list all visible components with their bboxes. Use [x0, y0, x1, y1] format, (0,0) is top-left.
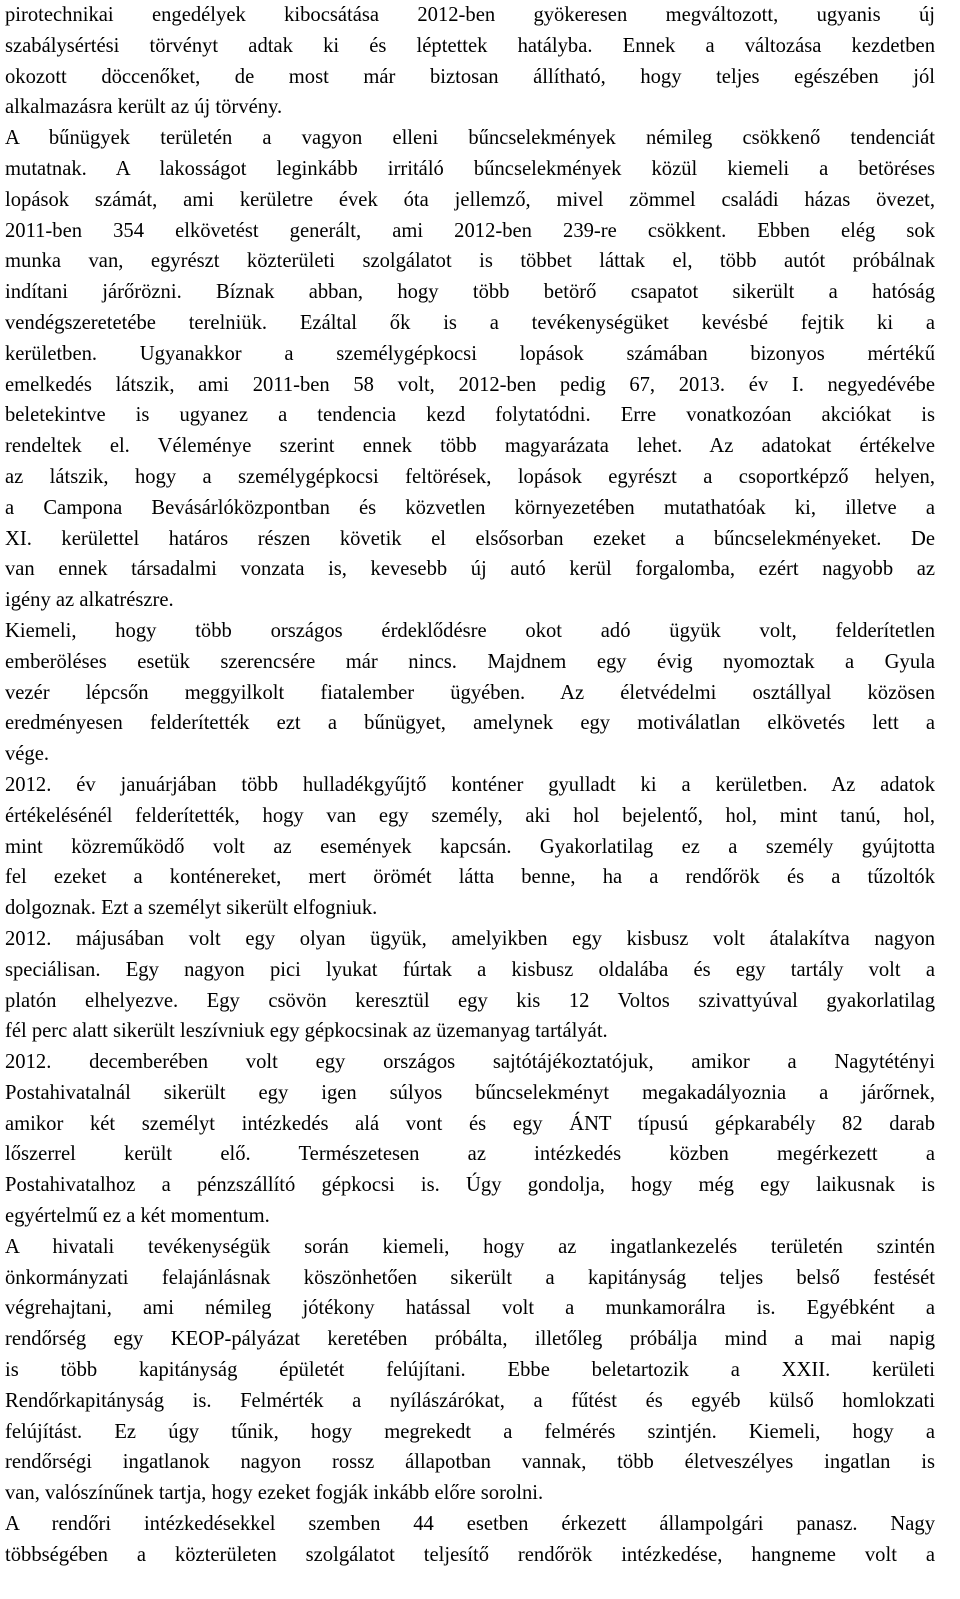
text-line: 2011-ben 354 elkövetést generált, ami 2012-ben 239-re csökkent. Ebben elég sok — [5, 219, 935, 242]
text-line: lőszerrel került elő. Természetesen az intézkedés közben megérkezett a — [5, 1143, 935, 1166]
text-line: Postahivatalnál sikerült egy igen súlyos bűncselekményt megakadályoznia a járőrnek, — [5, 1081, 935, 1104]
text-line: Postahivatalhoz a pénzszállító gépkocsi is. Úgy gondolja, hogy még egy laikusnak is — [5, 1174, 935, 1197]
text-line: A bűnügyek területén a vagyon elleni bűncselekmények némileg csökkenő tendenciát — [5, 127, 935, 150]
text-line: önkormányzati felajánlásnak köszönhetően sikerült a kapitányság teljes belső festését — [5, 1266, 935, 1289]
text-line: végrehajtani, ami némileg jótékony hatással volt a munkamorálra is. Egyébként a — [5, 1297, 935, 1320]
paragraph — [5, 1047, 935, 1232]
text-line: rendeltek el. Véleménye szerint ennek több magyarázata lehet. Az adatokat értékelve — [5, 435, 935, 458]
text-line: lopások számát, ami kerületre évek óta jellemző, mivel zömmel családi házas övezet, — [5, 188, 935, 211]
text-line: az látszik, hogy a személygépkocsi feltörések, lopások egyrészt a csoportképző helyen, — [5, 465, 935, 488]
paragraph — [5, 616, 935, 770]
text-line: mutatnak. A lakosságot leginkább irritáló bűncselekmények közül kiemeli a betöréses — [5, 157, 935, 180]
text-line: A hivatali tevékenységük során kiemeli, hogy az ingatlankezelés területén szintén — [5, 1235, 935, 1258]
paragraph — [5, 1509, 935, 1571]
text-line: 2012. májusában volt egy olyan ügyük, amelyikben egy kisbusz volt átalakítva nagyon — [5, 927, 935, 950]
text-line: értékelésénél felderítették, hogy van egy személy, aki hol bejelentő, hol, mint tanú, hol, — [5, 804, 935, 827]
text-line: platón elhelyezve. Egy csövön keresztül egy kis 12 Voltos szivattyúval gyakorlatilag — [5, 989, 935, 1012]
text-line: többségében a közterületen szolgálatot teljesítő rendőrök intézkedése, hangneme volt a — [5, 1543, 935, 1566]
text-line: a Campona Bevásárlóközpontban és közvetlen környezetében mutathatóak ki, illetve a — [5, 496, 935, 519]
text-line: van ennek társadalmi vonzata is, kevesebb új autó kerül forgalomba, ezért nagyobb az — [5, 558, 935, 581]
document-page — [5, 0, 935, 1571]
text-line: emberöléses esetük szerencsére már nincs. Majdnem egy évig nyomoztak a Gyula — [5, 650, 935, 673]
text-line: amikor két személyt intézkedés alá vont és egy ÁNT típusú gépkarabély 82 darab — [5, 1112, 935, 1135]
text-line: 2012. decemberében volt egy országos sajtótájékoztatójuk, amikor a Nagytétényi — [5, 1051, 935, 1074]
text-line: 2012. év januárjában több hulladékgyűjtő konténer gyulladt ki a kerületben. Az adatok — [5, 773, 935, 796]
text-line: emelkedés látszik, ami 2011-ben 58 volt, 2012-ben pedig 67, 2013. év I. negyedévébe — [5, 373, 935, 396]
text-line: pirotechnikai engedélyek kibocsátása 2012-ben gyökeresen megváltozott, ugyanis új — [5, 4, 935, 26]
text-line: vége. — [5, 743, 50, 766]
text-line: indítani járőrözni. Bíznak abban, hogy több betörő csapatot sikerült a hatóság — [5, 281, 935, 304]
text-line: mint közreműködő volt az események kapcsán. Gyakorlatilag ez a személy gyújtotta — [5, 835, 935, 858]
text-line: Rendőrkapitányság is. Felmérték a nyílászárókat, a fűtést és egyéb külső homlokzati — [5, 1389, 935, 1412]
text-line: fel ezeket a konténereket, mert örömét látta benne, ha a rendőrök és a tűzoltók — [5, 866, 935, 889]
text-line: beletekintve is ugyanez a tendencia kezd folytatódni. Erre vonatkozóan akciókat is — [5, 404, 935, 427]
text-line: eredményesen felderítették ezt a bűnügyet, amelynek egy motiválatlan elkövetés lett a — [5, 712, 935, 735]
text-line: okozott döccenőket, de most már biztosan állítható, hogy teljes egészében jól — [5, 65, 935, 88]
text-line: rendőrségi ingatlanok nagyon rossz állapotban vannak, több életveszélyes ingatlan is — [5, 1451, 935, 1474]
text-line: is több kapitányság épületét felújítani. Ebbe beletartozik a XXII. kerületi — [5, 1359, 935, 1382]
text-line: A rendőri intézkedésekkel szemben 44 esetben érkezett állampolgári panasz. Nagy — [5, 1513, 935, 1536]
text-line: szabálysértési törvényt adtak ki és léptettek hatályba. Ennek a változása kezdetben — [5, 34, 935, 57]
text-line: munka van, egyrészt közterületi szolgálatot is többet láttak el, több autót próbálnak — [5, 250, 935, 273]
text-line: vezér lépcsőn meggyilkolt fiatalember ügyében. Az életvédelmi osztállyal közösen — [5, 681, 935, 704]
text-line: fél perc alatt sikerült leszívniuk egy gépkocsinak az üzemanyag tartályát. — [5, 1020, 608, 1043]
text-line: alkalmazásra került az új törvény. — [5, 96, 283, 119]
paragraph — [5, 123, 935, 616]
text-line: speciálisan. Egy nagyon pici lyukat fúrtak a kisbusz oldalába és egy tartály volt a — [5, 958, 935, 981]
paragraph — [5, 924, 935, 1047]
paragraph — [5, 0, 935, 123]
text-line: vendégszeretetébe terelniük. Ezáltal ők is a tevékenységüket kevésbé fejtik ki a — [5, 311, 935, 334]
paragraph — [5, 1232, 935, 1509]
text-line: egyértelmű ez a két momentum. — [5, 1205, 270, 1228]
text-line: kerületben. Ugyanakkor a személygépkocsi lopások számában bizonyos mértékű — [5, 342, 935, 365]
text-line: van, valószínűnek tartja, hogy ezeket fogják inkább előre sorolni. — [5, 1482, 544, 1505]
text-line: Kiemeli, hogy több országos érdeklődésre okot adó ügyük volt, felderítetlen — [5, 619, 935, 642]
text-line: XI. kerülettel határos részen követik el elsősorban ezeket a bűncselekményeket. De — [5, 527, 935, 550]
text-line: felújítást. Ez úgy tűnik, hogy megrekedt a felmérés szintjén. Kiemeli, hogy a — [5, 1420, 935, 1443]
text-line: rendőrség egy KEOP-pályázat keretében próbálta, illetőleg próbálja mind a mai napig — [5, 1328, 935, 1351]
text-line: igény az alkatrészre. — [5, 589, 174, 612]
paragraph — [5, 770, 935, 924]
text-line: dolgoznak. Ezt a személyt sikerült elfogniuk. — [5, 897, 378, 920]
